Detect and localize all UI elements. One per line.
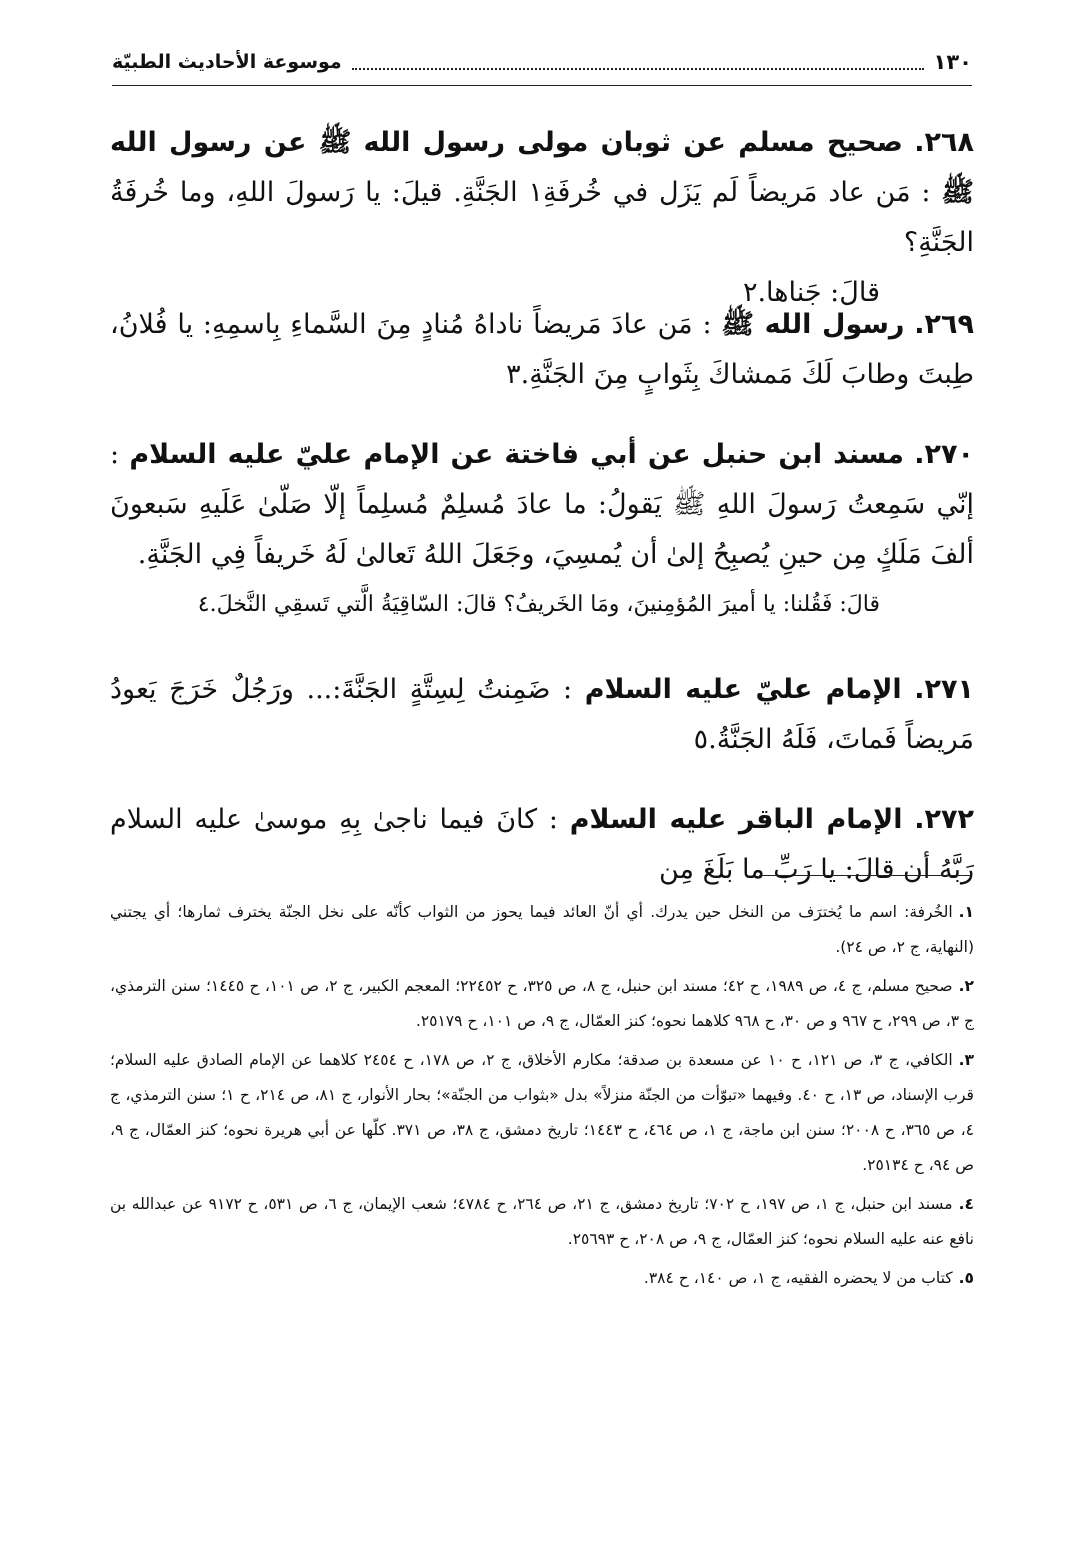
footnotes	[110, 895, 974, 1300]
hadith-number: ٢٧٢.	[914, 804, 974, 835]
footnote-separator	[759, 875, 972, 876]
running-header	[112, 42, 972, 82]
hadith-text: : كانَ فيما ناجىٰ بِهِ موسىٰ عليه السلام رَبَّهُ أن قالَ: يا رَبِّ ما بَلَغَ مِن	[110, 804, 974, 885]
footnote-text: مسند ابن حنبل، ج ١، ص ١٩٧، ح ٧٠٢؛ تاريخ دمشق، ج ٢١، ص ٢٦٤، ح ٤٧٨٤؛ شعب الإيمان، ج ٦، ص ٥٣١، ح ٩١٧٢ عن عبدالله بن نافع عنه عليه السلام نحوه؛ كنز العمّال، ج ٩، ص ٢٠٨، ح ٢٥٦٩٣.	[110, 1195, 974, 1248]
footnote-text: كتاب من لا يحضره الفقيه، ج ١، ص ١٤٠، ح ٣٨٤.	[643, 1269, 953, 1287]
hadith-272	[110, 795, 974, 885]
hadith-source: الإمام الباقر عليه السلام	[569, 804, 903, 835]
hadith-source: صحيح مسلم عن ثوبان مولى رسول الله ﷺ عن رسول الله ﷺ	[110, 127, 975, 208]
hadith-text: : مَن عاد مَريضاً لَم يَزَل في خُرفَةِ١ الجَنَّةِ. قيلَ: يا رَسولَ اللهِ، وما خُرفَةُ الجَنَّةِ؟	[110, 177, 974, 258]
hadith-270	[110, 430, 974, 630]
header-dot-leader	[352, 54, 924, 70]
footnote-number: ٥.	[958, 1269, 974, 1287]
footnote-text: صحيح مسلم، ج ٤، ص ١٩٨٩، ح ٤٢؛ مسند ابن حنبل، ج ٨، ص ٣٢٥، ح ٢٢٤٥٢؛ المعجم الكبير، ج ٢، ص ١٠١، ح ١٤٤٥؛ سنن الترمذي، ج ٣، ص ٢٩٩، ح ٩٦٧ و ص ٣٠، ح ٩٦٨ كلاهما نحوه؛ كنز العمّال، ج ٩، ص ١٠١، ح ٢٥١٧٩.	[110, 977, 974, 1030]
footnote-3	[110, 1043, 974, 1183]
hadith-continuation: قالَ: جَناها.٢	[742, 277, 880, 308]
page-number: ١٣٠	[933, 50, 972, 74]
footnote-number: ٤.	[958, 1195, 974, 1213]
hadith-continuation: قالَ: فَقُلنا: يا أميرَ المُؤمِنينَ، ومَا الخَريفُ؟ قالَ: السّاقِيَةُ الَّتي تَسقِي النَّخلَ.٤	[197, 592, 880, 617]
hadith-source: الإمام عليّ عليه السلام	[584, 674, 902, 705]
footnote-1	[110, 895, 974, 965]
hadith-271	[110, 665, 974, 765]
footnote-number: ١.	[958, 903, 974, 921]
footnote-text: الخُرفة: اسم ما يُخترَف من النخل حين يدرك. أي أنّ العائد فيما يحوز من الثواب كأنّه على نخل الجنّة يخترف ثمارها؛ أي يجتني (النهاية، ج ٢، ص ٢٤).	[110, 903, 974, 956]
footnote-5	[110, 1261, 974, 1296]
hadith-text: : ضَمِنتُ لِسِتَّةٍ الجَنَّةَ:... ورَجُلٌ خَرَجَ يَعودُ مَريضاً فَماتَ، فَلَهُ الجَنَّةُ.٥	[110, 674, 974, 755]
hadith-number: ٢٦٨.	[914, 127, 974, 158]
hadith-source: مسند ابن حنبل عن أبي فاختة عن الإمام عليّ عليه السلام	[129, 439, 904, 470]
book-title: موسوعة الأحاديث الطبيّة	[112, 51, 342, 73]
hadith-number: ٢٧٠.	[914, 439, 974, 470]
hadith-269	[110, 300, 974, 400]
footnote-text: الكافي، ج ٣، ص ١٢١، ح ١٠ عن مسعدة بن صدقة؛ مكارم الأخلاق، ج ٢، ص ١٧٨، ح ٢٤٥٤ كلاهما عن الإمام الصادق عليه السلام؛ قرب الإسناد، ص ١٣، ح ٤٠. وفيهما «تبوّأت من الجنّة منزلاً» بدل «بثواب من الجنّة»؛ بحار الأنوار، ج ٨١، ص ٢١٤، ح ١؛ سنن الترمذي، ج ٤، ص ٣٦٥، ح ٢٠٠٨؛ سنن ابن ماجة، ج ١، ص ٤٦٤، ح ١٤٤٣؛ تاريخ دمشق، ج ٣٨، ص ٣٧١. كلّها عن أبي هريرة نحوه؛ كنز العمّال، ج ٩، ص ٩٤، ح ٢٥١٣٤.	[110, 1051, 974, 1174]
hadith-number: ٢٧١.	[914, 674, 974, 705]
hadith-text: : مَن عادَ مَريضاً ناداهُ مُنادٍ مِنَ السَّماءِ بِاسمِهِ: يا فُلانُ، طِبتَ وطابَ لَكَ مَمشاكَ بِثَوابٍ مِنَ الجَنَّةِ.٣	[110, 309, 974, 390]
hadith-268	[110, 118, 974, 318]
hadith-source: رسول الله ﷺ	[721, 309, 905, 340]
hadith-number: ٢٦٩.	[914, 309, 974, 340]
footnote-number: ٢.	[958, 977, 974, 995]
footnote-number: ٣.	[958, 1051, 974, 1069]
hadith-text: : إنّي سَمِعتُ رَسولَ اللهِ ﷺ يَقولُ: ما عادَ مُسلِمٌ مُسلِماً إلّا صَلّىٰ عَلَيهِ سَبعونَ ألفَ مَلَكٍ مِن حينِ يُصبِحُ إلىٰ أن يُمسِيَ، وجَعَلَ اللهُ تَعالىٰ لَهُ خَريفاً فِي الجَنَّةِ.	[110, 439, 974, 570]
footnote-2	[110, 969, 974, 1039]
header-rule	[112, 85, 972, 86]
footnote-4	[110, 1187, 974, 1257]
